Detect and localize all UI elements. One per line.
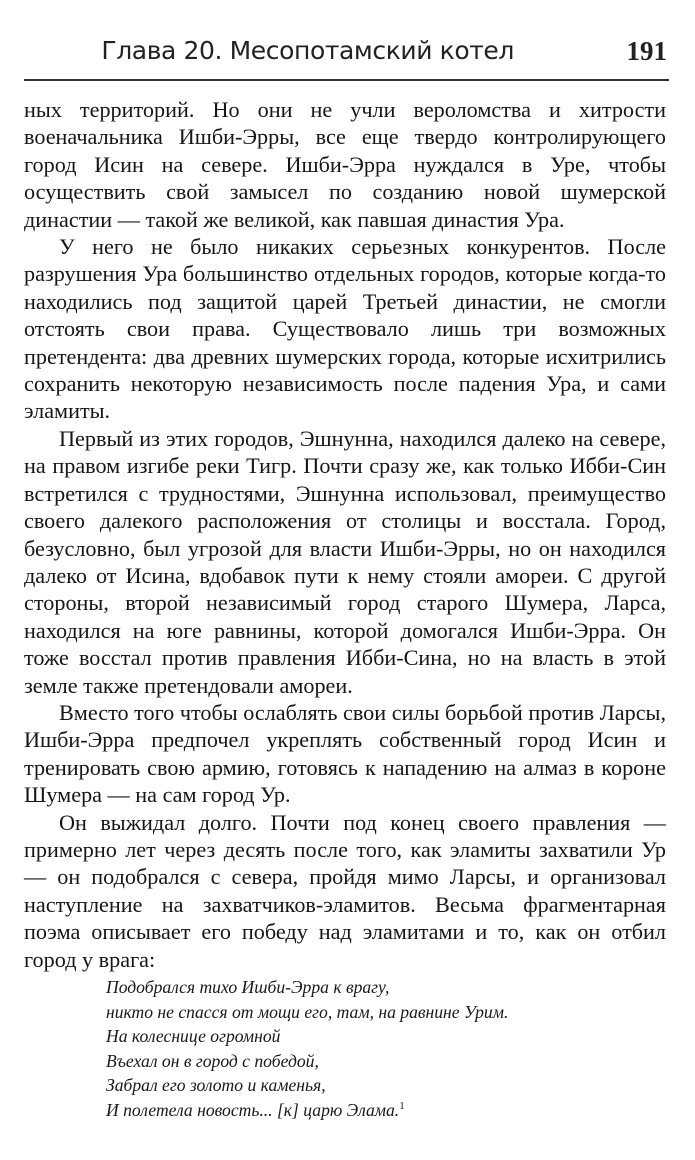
- verse-line: Въехал он в город с победой,: [106, 1050, 319, 1071]
- paragraph: ных территорий. Но они не учли вероломства и хитрости военачальника Ишби-Эрры, все еще твердо контролирующего город Исин на севере. Ишби-Эрра нуждался в Уре, чтобы осуществить свой замысел по созданию новой шумерской династии — такой же великой, как павшая династия Ура.: [24, 97, 666, 232]
- verse-line: На колеснице огромной: [106, 1026, 281, 1046]
- poem-quote: [106, 975, 666, 1122]
- running-header: [24, 36, 669, 74]
- verse-line: Забрал его золото и каменья,: [106, 1075, 326, 1095]
- verse-line: Подобрался тихо Ишби-Эрра к врагу,: [106, 977, 390, 997]
- header-rule: [24, 79, 669, 81]
- verse-last-line: [106, 1098, 666, 1123]
- page-number: 191: [626, 36, 667, 66]
- body-text: [24, 96, 666, 973]
- verse-line: И полетела новость... [к] царю Элама.: [106, 1099, 400, 1120]
- footnote-marker: 1: [399, 1099, 405, 1112]
- paragraph: У него не было никаких серьезных конкурентов. После разрушения Ура большинство отдельных городов, которые когда-то находились под защитой царей Третьей династии, не смогли отстоять свои права. Существовало лишь три возможных претендента: два древних шумерских города, которые исхитрились сохранить некоторую независимость после падения Ура, и сами эламиты.: [24, 234, 666, 424]
- paragraph: Первый из этих городов, Эшнунна, находился далеко на севере, на правом изгибе реки Тигр. Почти сразу же, как только Ибби-Син встретился с трудностями, Эшнунна использовал, преимущество своего далекого расположения от столицы и восстала. Город, безусловно, был угрозой для власти Ишби-Эрры, но он находился далеко от Исина, вдобавок пути к нему стояли амореи. С другой стороны, второй независимый город старого Шумера, Ларса, находился на юге равнины, которой домогался Ишби-Эрра. Он тоже восстал против правления Ибби-Сина, но на власть в этой земле также претендовали амореи.: [24, 425, 666, 698]
- paragraph: Он выжидал долго. Почти под конец своего правления — примерно лет через десять после того, как эламиты захватили Ур — он подобрался с севера, пройдя мимо Ларсы, и организовал наступление на захватчиков-эламитов. Весьма фрагментарная поэма описывает его победу над эламитами и то, как он отбил город у врага:: [24, 809, 666, 972]
- paragraph: Вместо того чтобы ослаблять свои силы борьбой против Ларсы, Ишби-Эрра предпочел укреплять собственный город Исин и тренировать свою армию, готовясь к нападению на алмаз в короне Шумера — на сам город Ур.: [24, 699, 666, 808]
- verse-line: никто не спасся от мощи его, там, на равнине Урим.: [106, 1001, 509, 1022]
- chapter-title: Глава 20. Месопотамский котел: [101, 36, 514, 65]
